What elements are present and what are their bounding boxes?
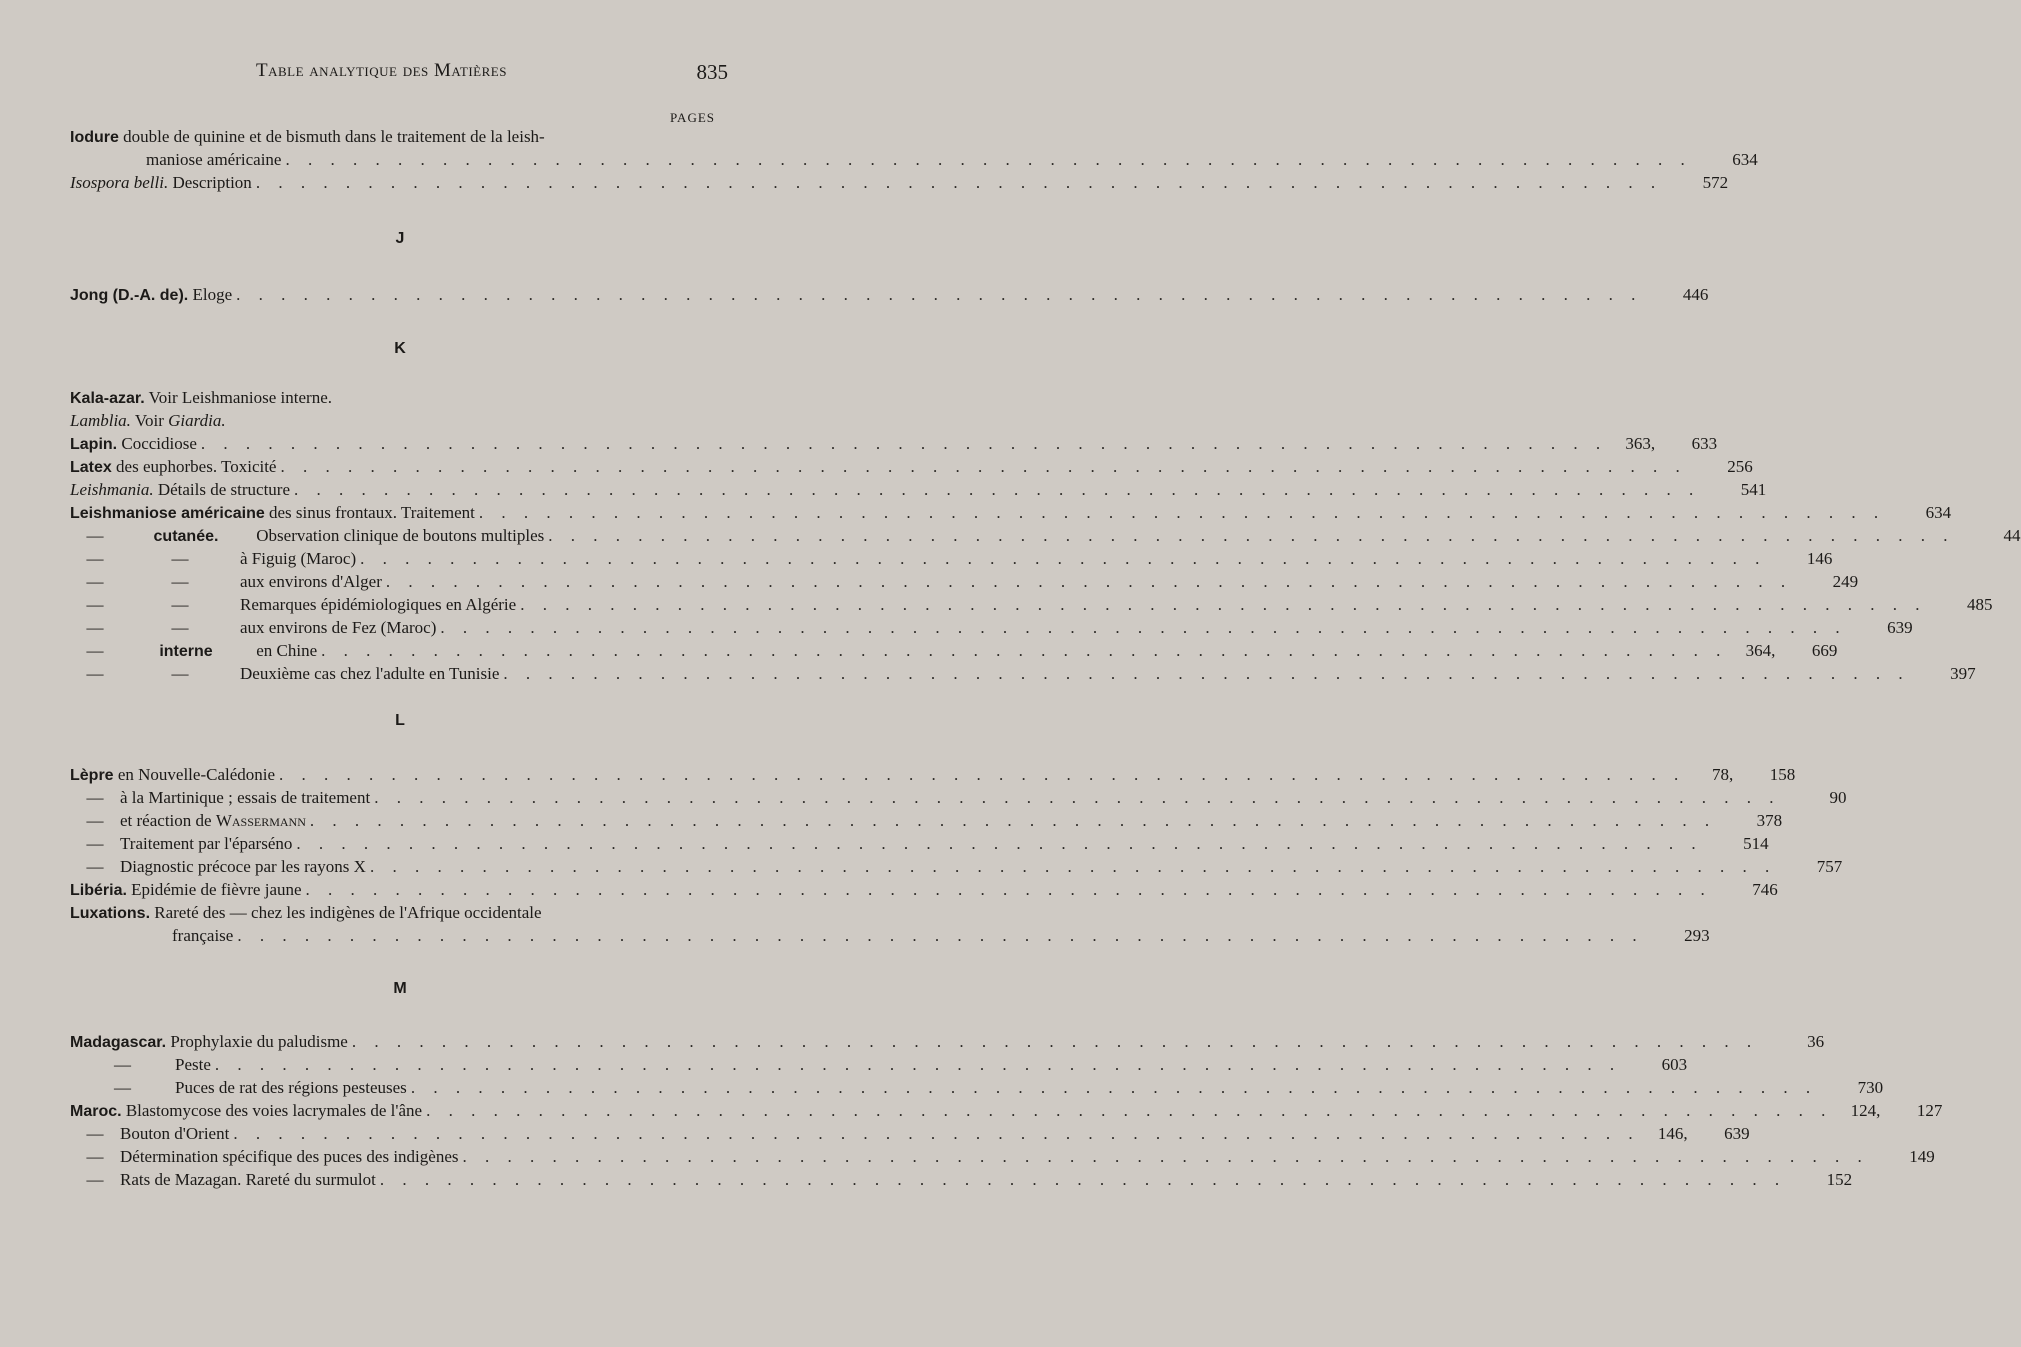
leader-dots: . . . . . . . . . . . . . . . . . . . . . . . . . . . . . . . . . . . . . . . . . . . . . . . . . . . . . . . . . . . . . . . [548, 526, 1955, 545]
entry-keyword: Madagascar. [70, 1034, 167, 1051]
entry-page: 397 [1950, 664, 1976, 683]
entry-smallcaps: Wassermann [215, 811, 306, 830]
entry-text: Coccidiose [117, 434, 197, 453]
ditto-dash: — [171, 595, 189, 614]
entry-text: Puces de rat des régions pesteuses [175, 1078, 407, 1097]
entry-page: 378 [1756, 811, 1783, 830]
index-entry [70, 524, 2021, 547]
leader-dots: . . . . . . . . . . . . . . . . . . . . . . . . . . . . . . . . . . . . . . . . . . . . . . . . . . . . . . . . . . . . . . . [236, 285, 1643, 304]
entry-text: Remarques épidémiologiques en Algérie [240, 595, 517, 614]
index-entry [70, 616, 1913, 639]
entry-text: Rats de Mazagan. Rareté du surmulot [120, 1170, 376, 1189]
leader-dots: . . . . . . . . . . . . . . . . . . . . . . . . . . . . . . . . . . . . . . . . . . . . . . . . . . . . . . . . . . . . . . . [294, 480, 1701, 499]
index-entry [70, 1168, 1853, 1191]
entry-page: 44 [2003, 526, 2021, 545]
entry-page: 146 [1806, 549, 1833, 568]
index-entry [70, 639, 1838, 662]
section-letter-l: L [395, 712, 405, 729]
entry-text: Voir Leishmaniose interne. [144, 388, 333, 407]
entry-page: 634 [1732, 150, 1758, 169]
ditto-dash: — [171, 572, 189, 591]
leader-dots: . . . . . . . . . . . . . . . . . . . . . . . . . . . . . . . . . . . . . . . . . . . . . . . . . . . . . . . . . . . . . . . [374, 788, 1781, 807]
entry-keyword: Maroc. [70, 1103, 122, 1120]
entry-page: 603 [1661, 1055, 1688, 1074]
entry-keyword: Latex [70, 459, 112, 476]
section-i [70, 125, 1758, 194]
ditto-dash: — [171, 618, 189, 637]
entry-text: des sinus frontaux. Traitement [264, 503, 475, 522]
index-entry [70, 1076, 1884, 1099]
entry-text: et réaction de [120, 811, 216, 830]
ditto-dash: — [86, 572, 104, 591]
index-entry [70, 1099, 1943, 1122]
entry-italic: Lamblia. [70, 411, 131, 430]
leader-dots: . . . . . . . . . . . . . . . . . . . . . . . . . . . . . . . . . . . . . . . . . . . . . . . . . . . . . . . . . . . . . . . [321, 641, 1728, 660]
index-entry [70, 901, 715, 924]
leader-dots: . . . . . . . . . . . . . . . . . . . . . . . . . . . . . . . . . . . . . . . . . . . . . . . . . . . . . . . . . . . . . . . [305, 880, 1712, 899]
entry-page: 485 [1966, 595, 1993, 614]
ditto-dash: — [86, 788, 104, 807]
ditto-dash: — [86, 1170, 104, 1189]
leader-dots: . . . . . . . . . . . . . . . . . . . . . . . . . . . . . . . . . . . . . . . . . . . . . . . . . . . . . . . . . . . . . . . [280, 457, 1687, 476]
ditto-dash: — [86, 595, 104, 614]
entry-page: 730 [1857, 1078, 1884, 1097]
index-entry [70, 855, 1843, 878]
entry-text: Bouton d'Orient [120, 1124, 230, 1143]
entry-italic: Isospora belli. [70, 173, 169, 192]
entry-page-extra: 78, [1712, 765, 1734, 784]
index-entry [70, 125, 715, 148]
index-entry [70, 409, 715, 432]
index-entry [70, 832, 1769, 855]
entry-page-extra: 364, [1745, 641, 1776, 660]
entry-keyword: interne [159, 643, 213, 660]
entry-page-extra: 363, [1625, 434, 1656, 453]
ditto-dash: — [86, 811, 104, 830]
entry-page: 634 [1925, 503, 1952, 522]
ditto-dash: — [86, 1124, 104, 1143]
section-k [70, 386, 2021, 685]
leader-dots: . . . . . . . . . . . . . . . . . . . . . . . . . . . . . . . . . . . . . . . . . . . . . . . . . . . . . . . . . . . . . . . [285, 150, 1692, 169]
index-entry [70, 809, 1783, 832]
entry-page: 36 [1807, 1032, 1825, 1051]
entry-text: Observation clinique de boutons multiples [252, 526, 545, 545]
entry-italic: Leishmania. [70, 480, 154, 499]
leader-dots: . . . . . . . . . . . . . . . . . . . . . . . . . . . . . . . . . . . . . . . . . . . . . . . . . . . . . . . . . . . . . . . [379, 1170, 1787, 1189]
entry-text: Peste [175, 1055, 211, 1074]
ditto-dash: — [86, 1147, 104, 1166]
entry-page: 639 [1724, 1124, 1750, 1143]
entry-text: double de quinine et de bismuth dans le traitement de la leish- [118, 127, 545, 146]
leader-dots: . . . . . . . . . . . . . . . . . . . . . . . . . . . . . . . . . . . . . . . . . . . . . . . . . . . . . . . . . . . . . . . [351, 1032, 1759, 1051]
entry-text: en Nouvelle-Calédonie [113, 765, 276, 784]
entry-text: Rareté des — chez les indigènes de l'Afrique occidentale [150, 903, 542, 922]
entry-text: maniose américaine [146, 150, 282, 169]
index-entry [70, 1145, 1935, 1168]
ditto-dash: — [86, 664, 104, 683]
leader-dots: . . . . . . . . . . . . . . . . . . . . . . . . . . . . . . . . . . . . . . . . . . . . . . . . . . . . . . . . . . . . . . . [503, 664, 1910, 683]
entry-page: 757 [1816, 857, 1843, 876]
pages-column-label: PAGES [670, 110, 715, 125]
entry-page: 669 [1811, 641, 1838, 660]
entry-italic: Giardia. [168, 411, 226, 430]
index-entry [70, 924, 1710, 947]
running-title: Table analytique des Matières [256, 60, 507, 81]
index-entry [70, 478, 1767, 501]
leader-dots: . . . . . . . . . . . . . . . . . . . . . . . . . . . . . . . . . . . . . . . . . . . . . . . . . . . . . . . . . . . . . . . [520, 595, 1927, 614]
leader-dots: . . . . . . . . . . . . . . . . . . . . . . . . . . . . . . . . . . . . . . . . . . . . . . . . . . . . . . . . . . . . . . . [296, 834, 1703, 853]
entry-text: Description [168, 173, 252, 192]
leader-dots: . . . . . . . . . . . . . . . . . . . . . . . . . . . . . . . . . . . . . . . . . . . . . . . . . . . . . . . . . . . . . . . [279, 765, 1686, 784]
index-entry [70, 786, 1847, 809]
entry-page-extra: 124, [1850, 1101, 1881, 1120]
index-entry [70, 878, 1778, 901]
entry-page-extra: 146, [1657, 1124, 1688, 1143]
leader-dots: . . . . . . . . . . . . . . . . . . . . . . . . . . . . . . . . . . . . . . . . . . . . . . . . . . . . . . . . . . . . . . . [462, 1147, 1869, 1166]
page-header [0, 60, 800, 88]
entry-keyword: Leishmaniose américaine [70, 505, 265, 522]
entry-text: Diagnostic précoce par les rayons X [120, 857, 366, 876]
entry-text: en Chine [252, 641, 318, 660]
index-entry [70, 570, 1859, 593]
section-letter-k: K [394, 340, 406, 357]
index-entry [70, 501, 1952, 524]
ditto-dash: — [114, 1078, 131, 1097]
entry-text: aux environs d'Alger [240, 572, 382, 591]
index-entry [70, 171, 1729, 194]
entry-page: 514 [1743, 834, 1769, 853]
entry-page: 158 [1769, 765, 1796, 784]
entry-keyword: cutanée. [153, 528, 219, 545]
entry-page: 746 [1752, 880, 1778, 899]
entry-keyword: Lapin. [70, 436, 118, 453]
ditto-dash: — [86, 549, 104, 568]
entry-text: Prophylaxie du paludisme [166, 1032, 348, 1051]
ditto-dash: — [86, 641, 104, 660]
leader-dots: . . . . . . . . . . . . . . . . . . . . . . . . . . . . . . . . . . . . . . . . . . . . . . . . . . . . . . . . . . . . . . . [309, 811, 1717, 830]
entry-text: Traitement par l'éparséno [120, 834, 293, 853]
index-entry [70, 547, 1833, 570]
section-j [70, 283, 1709, 306]
section-m [70, 1030, 1943, 1191]
entry-text: à la Martinique ; essais de traitement [120, 788, 371, 807]
leader-dots: . . . . . . . . . . . . . . . . . . . . . . . . . . . . . . . . . . . . . . . . . . . . . . . . . . . . . . . . . . . . . . . [369, 857, 1777, 876]
leader-dots: . . . . . . . . . . . . . . . . . . . . . . . . . . . . . . . . . . . . . . . . . . . . . . . . . . . . . . . . . . . . . . . [233, 1124, 1640, 1143]
entry-page: 127 [1916, 1101, 1943, 1120]
entry-text: Blastomycose des voies lacrymales de l'âne [121, 1101, 423, 1120]
entry-page: 446 [1682, 285, 1709, 304]
ditto-dash: — [86, 618, 104, 637]
index-entry [70, 1030, 1825, 1053]
section-l [70, 763, 1847, 947]
section-letter-m: M [393, 980, 407, 997]
entry-keyword: Libéria. [70, 882, 127, 899]
entry-text: Détails de structure [153, 480, 291, 499]
leader-dots: . . . . . . . . . . . . . . . . . . . . . . . . . . . . . . . . . . . . . . . . . . . . . . . . . . . . . . . . . . . . . . . [478, 503, 1886, 522]
entry-text: française [172, 926, 234, 945]
entry-page: 249 [1832, 572, 1859, 591]
leader-dots: . . . . . . . . . . . . . . . . . . . . . . . . . . . . . . . . . . . . . . . . . . . . . . . . . . . . . . . . . . . . . . . [214, 1055, 1622, 1074]
ditto-dash: — [86, 857, 104, 876]
leader-dots: . . . . . . . . . . . . . . . . . . . . . . . . . . . . . . . . . . . . . . . . . . . . . . . . . . . . . . . . . . . . . . . [426, 1101, 1833, 1120]
entry-page: 149 [1909, 1147, 1935, 1166]
entry-keyword: Luxations. [70, 905, 151, 922]
leader-dots: . . . . . . . . . . . . . . . . . . . . . . . . . . . . . . . . . . . . . . . . . . . . . . . . . . . . . . . . . . . . . . . [385, 572, 1793, 591]
index-entry [70, 662, 1976, 685]
entry-text: aux environs de Fez (Maroc) [240, 618, 437, 637]
ditto-dash: — [86, 526, 104, 545]
index-entry [70, 1122, 1750, 1145]
index-entry [70, 1053, 1688, 1076]
leader-dots: . . . . . . . . . . . . . . . . . . . . . . . . . . . . . . . . . . . . . . . . . . . . . . . . . . . . . . . . . . . . . . . [200, 434, 1608, 453]
index-entry [70, 432, 1718, 455]
entry-page: 152 [1826, 1170, 1853, 1189]
entry-page: 639 [1887, 618, 1913, 637]
entry-text: Deuxième cas chez l'adulte en Tunisie [240, 664, 500, 683]
entry-page: 256 [1727, 457, 1753, 476]
leader-dots: . . . . . . . . . . . . . . . . . . . . . . . . . . . . . . . . . . . . . . . . . . . . . . . . . . . . . . . . . . . . . . . [440, 618, 1847, 637]
leader-dots: . . . . . . . . . . . . . . . . . . . . . . . . . . . . . . . . . . . . . . . . . . . . . . . . . . . . . . . . . . . . . . . [410, 1078, 1818, 1097]
index-entry [70, 455, 1753, 478]
entry-text: Eloge [188, 285, 233, 304]
leader-dots: . . . . . . . . . . . . . . . . . . . . . . . . . . . . . . . . . . . . . . . . . . . . . . . . . . . . . . . . . . . . . . . [360, 549, 1767, 568]
entry-page: 572 [1702, 173, 1729, 192]
entry-page: 633 [1691, 434, 1718, 453]
entry-keyword: Iodure [70, 129, 119, 146]
entry-text: Voir [130, 411, 169, 430]
leader-dots: . . . . . . . . . . . . . . . . . . . . . . . . . . . . . . . . . . . . . . . . . . . . . . . . . . . . . . . . . . . . . . . [255, 173, 1663, 192]
index-entry [70, 763, 1796, 786]
entry-text: à Figuig (Maroc) [240, 549, 357, 568]
entry-text: Epidémie de fièvre jaune [126, 880, 302, 899]
entry-keyword: Kala-azar. [70, 390, 145, 407]
ditto-dash: — [171, 549, 189, 568]
ditto-dash: — [114, 1055, 131, 1074]
entry-keyword: Jong (D.-A. de). [70, 287, 189, 304]
entry-page: 541 [1740, 480, 1767, 499]
entry-text: des euphorbes. Toxicité [111, 457, 277, 476]
index-entry [70, 593, 1993, 616]
index-entry [70, 283, 1709, 306]
ditto-dash: — [86, 834, 104, 853]
entry-page: 90 [1829, 788, 1847, 807]
leader-dots: . . . . . . . . . . . . . . . . . . . . . . . . . . . . . . . . . . . . . . . . . . . . . . . . . . . . . . . . . . . . . . . [237, 926, 1644, 945]
section-letter-j: J [395, 230, 405, 247]
index-entry [70, 148, 1758, 171]
entry-text: Détermination spécifique des puces des indigènes [120, 1147, 459, 1166]
entry-page: 293 [1684, 926, 1710, 945]
index-entry [70, 386, 715, 409]
ditto-dash: — [171, 664, 189, 683]
entry-keyword: Lèpre [70, 767, 114, 784]
page-number: 835 [696, 60, 728, 84]
